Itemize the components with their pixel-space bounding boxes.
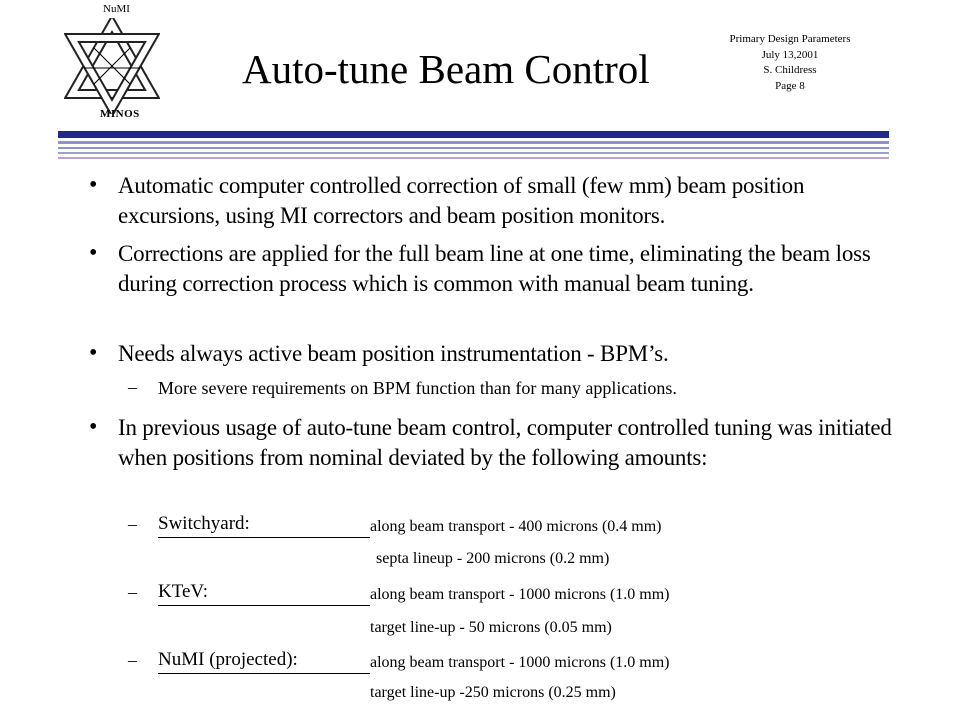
bullet-marker: •	[89, 172, 98, 198]
meta-line: S. Childress	[763, 64, 817, 76]
logo-bottom-text: MINOS	[100, 108, 140, 120]
bullet-marker: •	[89, 414, 98, 440]
header-rule	[58, 157, 889, 159]
bullet-text: In previous usage of auto-tune beam control, computer controlled tuning was initiated when positions from nominal deviated by the following amounts:	[118, 415, 892, 470]
slide-meta	[706, 32, 874, 94]
tolerance-detail: target line-up -250 microns (0.25 mm)	[370, 684, 616, 701]
tolerance-underline	[158, 537, 370, 538]
tolerance-detail: along beam transport - 1000 microns (1.0 mm)	[370, 586, 670, 603]
sub-bullet-dash: –	[128, 514, 137, 534]
logo-top-text: NuMI	[103, 3, 130, 15]
meta-line: July 13,2001	[761, 48, 819, 61]
tolerance-detail: septa lineup - 200 microns (0.2 mm)	[376, 550, 610, 567]
bullet-text: Automatic computer controlled correction of small (few mm) beam position excursions, using MI correctors and beam position monitors.	[118, 173, 805, 228]
sub-bullet-dash: –	[128, 650, 137, 670]
tolerance-label: NuMI (projected):	[158, 649, 298, 670]
numi-minos-logo-icon	[64, 18, 160, 114]
tolerance-detail: along beam transport - 400 microns (0.4 mm)	[370, 518, 662, 535]
meta-line: Primary Design Parameters	[729, 33, 851, 45]
meta-line: Page 8	[775, 79, 805, 92]
bullet-marker: •	[89, 340, 98, 366]
header-rule	[58, 152, 889, 154]
tolerance-underline	[158, 605, 370, 606]
tolerance-underline	[158, 673, 370, 674]
tolerance-label: Switchyard:	[158, 513, 250, 534]
tolerance-detail: target line-up - 50 microns (0.05 mm)	[370, 619, 612, 636]
tolerance-label: KTeV:	[158, 581, 209, 602]
sub-bullet-dash: –	[128, 582, 137, 602]
bullet-text: Needs always active beam position instrumentation - BPM’s.	[118, 341, 669, 366]
header-rule	[58, 131, 889, 138]
bullet-text: Corrections are applied for the full beam line at one time, eliminating the beam loss during correction process which is common with manual beam tuning.	[118, 241, 871, 296]
header-rule	[58, 147, 889, 149]
bullet-marker: •	[89, 240, 98, 266]
sub-bullet-dash: –	[128, 377, 137, 397]
tolerance-detail: along beam transport - 1000 microns (1.0 mm)	[370, 654, 670, 671]
sub-bullet-text: More severe requirements on BPM function than for many applications.	[158, 378, 677, 398]
header-rule	[58, 141, 889, 144]
slide-title: Auto-tune Beam Control	[242, 46, 650, 92]
